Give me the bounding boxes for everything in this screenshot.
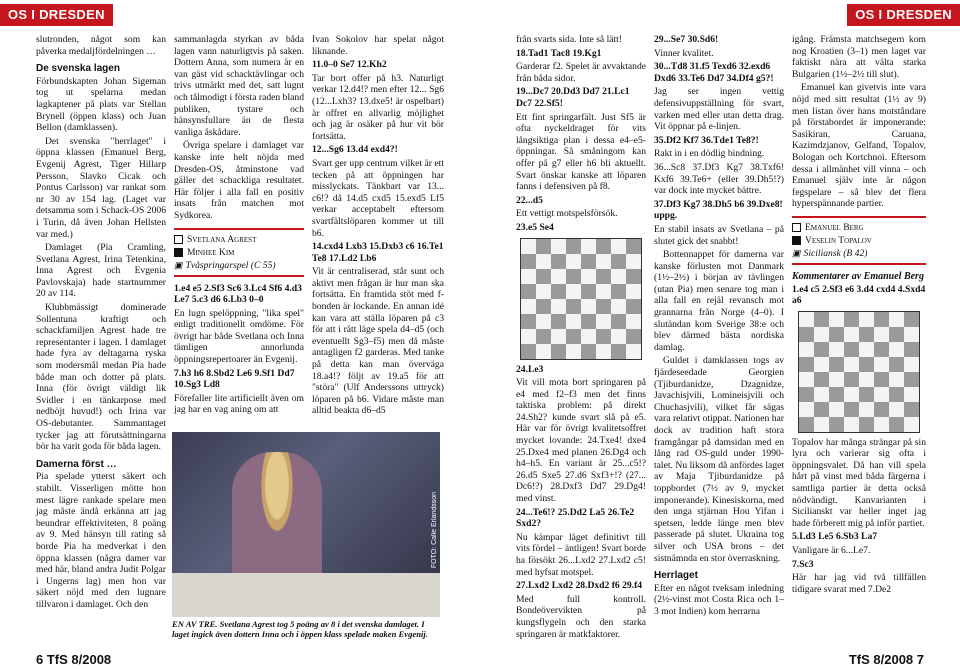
board-square (581, 269, 596, 284)
board-square (889, 327, 904, 342)
board-square (596, 329, 611, 344)
move-list: 5.Ld3 Le5 6.Sb3 La7 (792, 531, 878, 543)
board-square (596, 314, 611, 329)
black-player: Minhee Kim (174, 246, 304, 259)
paragraph: Tar bort offer på h3. Naturligt verkar 12.d4!? men efter 12... Sg6 (12...Lxh3? 13.dxe5! är ospelbart) är offret en allvarlig möjlighet och jag är osäker på hur vit bör fortsätta. (312, 72, 444, 142)
board-square (566, 299, 581, 314)
game-header-box (174, 228, 304, 277)
paragraph: Damlaget (Pia Cramling, Svetlana Agrest, Irina Tetenkina, Inna Agrest och Evgenia Pavlovskaja) hade startnummer 20 av 114. (36, 242, 166, 300)
board-square (904, 417, 919, 432)
paragraph: Svart ger upp centrum vilket är ett tecken på att öppningen har misslyckats. Tänkbart var 13... c6!? då 14.d5 cxd5 15.exd5 Lf5 verkar acceptabelt eftersom svartfältslöparen kommer ut till b6. (312, 157, 444, 239)
paragraph: Förbundskapten Johan Sigeman tog ut spelarna medan lagkaptener på plats var Stellan Brynell (öppen klass) och Juan Bellon (damklassen). (36, 75, 166, 134)
board-square (626, 239, 641, 254)
section-header-right: OS I DRESDEN (847, 4, 960, 26)
board-square (859, 372, 874, 387)
board-square (814, 327, 829, 342)
photo-chess-table (172, 573, 440, 617)
board-square (844, 357, 859, 372)
board-square (814, 357, 829, 372)
board-square (626, 314, 641, 329)
paragraph: Emanuel kan givetvis inte vara nöjd med sitt resultat (1½ av 9) men listan över hans motståndare på förstabordet är imponerande: Sasikiran, Caruana, Kazimdzjanov, Gelfand, Topalov, Bologan och Kortchnoi. Eftersom dessa i allmänhet vill vinna – och Emanuel själv inte är någon fegspelare – så blev det flera hyperspännande partier. (792, 82, 926, 210)
board-square (521, 254, 536, 269)
board-square (829, 387, 844, 402)
board-square (874, 372, 889, 387)
board-square (626, 299, 641, 314)
paragraph: Ett fint springarfält. Just Sf5 är ofta nyckeldraget för vits långsiktiga plan i dessa e4–e5-öppningar. Så småningom kan offer på g7 eller h6 bli aktuellt. Svart önskar kanske att löparen fanns i defensiven på f8. (516, 111, 646, 193)
board-square (536, 344, 551, 359)
board-square (799, 327, 814, 342)
board-square (536, 284, 551, 299)
photo-credit: FOTO: Calle Erlandsson (431, 492, 438, 569)
subheading: Herrlaget (654, 570, 698, 582)
board-square (904, 387, 919, 402)
board-square (814, 417, 829, 432)
paragraph: Vanligare är 6...Le7. (792, 545, 871, 557)
right-column-1 (516, 34, 646, 642)
paragraph: Guldet i damklassen togs av fjärdeseedade Georgien (Tjiburdanidze, Dzagnidze, Javachisjvili, Lomineisjvili och Chuchasjvili), vilket får sägas vara relativt otippat. Nationen har dock av tradition haft stora framgångar på damsidan med en lång rad OS-guld under 1990-talet. Nu liksom då anfördes laget av Maja Tjiburdanidze på toppbordet (7½ av 9, mycket imponerande). Kinesiskorna, med den unga stjärnan Hou Yifan i spetsen, ledde länge men blev passerade på slutet. Ukraina tog silver och USA brons – det sistnämnda en stor överraskning. (654, 355, 785, 564)
move-list: 12...Sg6 13.d4 exd4?! (312, 144, 398, 156)
white-player: Emanuel Berg (792, 221, 926, 234)
left-column-3 (312, 34, 444, 419)
left-column-1 (36, 34, 166, 613)
board-square (904, 402, 919, 417)
board-square (566, 329, 581, 344)
move-list: 24...Te6!? 25.Dd2 La5 26.Te2 Sxd2? (516, 506, 635, 530)
move-list: 24.Le3 (516, 363, 544, 375)
board-square (829, 372, 844, 387)
board-square (521, 344, 536, 359)
move-list: 7.Sc3 (792, 558, 814, 570)
board-square (889, 357, 904, 372)
board-square (874, 402, 889, 417)
board-square (521, 269, 536, 284)
board-square (889, 342, 904, 357)
paragraph: En stabil insats av Svetlana – på slutet gick det snabbt! (654, 223, 784, 247)
paragraph: Förefaller lite artificiellt även om jag har en vag aning om att (174, 392, 304, 416)
board-square (536, 269, 551, 284)
move-list: 23.e5 Se4 (516, 221, 554, 233)
paragraph: Topalov har många strängar på sin lyra och varierar sig ofta i öppningsvalet. Då han vill spela hårt på vinst med båda färgerna i samtliga partier är detta också nödvändigt. Kanvarianten i Sicilianskt var heller inget jag hade förberett mig på inför partiet. (792, 436, 926, 529)
board-square (581, 329, 596, 344)
board-square (611, 329, 626, 344)
board-square (551, 269, 566, 284)
board-square (874, 357, 889, 372)
opening-name: ▣ Tvåspringarspel (C 55) (174, 259, 276, 271)
paragraph: Vit är centraliserad, står sunt och aktivt men frågan är hur man ska fortsätta. En framtida stöt med f-bonden är lockande. En annan idé kan vara att ställa löparen på c3 för att i rätt läge spela d4–d5 (och eventuellt Sg3–f5) men då måste antagligen f2 garderas. Med tanke på detta kan man överväga 18.a4!? följt av 19.a5 för att "störa" (Ulf Anderssons uttryck) löparen på b6. Vidare måste man alltid beakta d6–d5 (312, 266, 444, 417)
move-list: 19...Dc7 20.Dd3 Dd7 21.Lc1 Dc7 22.Sf5! (516, 86, 630, 109)
board-square (611, 239, 626, 254)
chess-diagram (798, 311, 920, 433)
move-list: 27.Lxd2 Lxd2 28.Dxd2 f6 29.f4 (516, 580, 643, 592)
move-list: 35.Df2 Kf7 36.Tde1 Te8?! (654, 134, 759, 146)
board-square (859, 312, 874, 327)
board-square (581, 254, 596, 269)
white-square-icon (792, 223, 801, 232)
board-square (799, 372, 814, 387)
page-footer-left: 6 TfS 8/2008 (36, 652, 112, 667)
board-square (814, 342, 829, 357)
move-list: 37.Df3 Kg7 38.Dh5 b6 39.Dxe8! uppg. (654, 198, 783, 222)
board-square (566, 344, 581, 359)
board-square (814, 372, 829, 387)
page-footer-right: TfS 8/2008 7 (848, 652, 924, 667)
board-square (859, 417, 874, 432)
paragraph: sammanlagda styrkan av båda lagen vann naturligtvis på saken. Dottern Anna, som numera är en van gäst vid schacktävlingar och trivs utmärkt med det, satt lugnt och tålmodigt i första raden bland publiken, tystare och hänsynsfullare än de flesta vanliga åskådare. (174, 34, 304, 138)
board-square (904, 357, 919, 372)
board-square (581, 299, 596, 314)
board-square (596, 254, 611, 269)
board-square (536, 314, 551, 329)
board-square (551, 314, 566, 329)
board-square (626, 329, 641, 344)
board-square (581, 344, 596, 359)
board-square (626, 284, 641, 299)
section-header-left: OS I DRESDEN (0, 4, 113, 26)
board-square (596, 344, 611, 359)
board-square (611, 269, 626, 284)
board-square (611, 299, 626, 314)
board-square (596, 239, 611, 254)
white-square-icon (174, 235, 183, 244)
player-photo (172, 432, 440, 617)
board-square (904, 342, 919, 357)
paragraph: Här har jag vid två tillfällen tidigare svarat med 7.De2 (792, 572, 926, 595)
move-list: 14.cxd4 Lxb3 15.Dxb3 c6 16.Te1 Te8 17.Ld2 Lb6 (312, 241, 444, 264)
move-list: 7.h3 h6 8.Sbd2 Le6 9.Sf1 Dd7 10.Sg3 Ld8 (174, 367, 295, 391)
board-square (596, 284, 611, 299)
black-player: Veselin Topalov (792, 234, 926, 247)
board-square (844, 312, 859, 327)
paragraph: igång. Främsta matchsegern kom nog Kroatien (3–1) men laget var faktiskt nära att välta starka Bulgarien (1½–2½ till slut). (792, 34, 926, 80)
paragraph: Garderar f2. Spelet är avvaktande från båda sidor. (516, 61, 646, 84)
paragraph: Nu kämpar läget definitivt till vits fördel – äntligen! Svart borde ha försökt 26...Lxd2 27.Lxd2 c5! med hyfsat motspel. (516, 531, 646, 578)
board-square (521, 284, 536, 299)
board-square (626, 254, 641, 269)
board-square (611, 344, 626, 359)
board-square (829, 342, 844, 357)
paragraph: Ivan Sokolov har spelat något liknande. (312, 34, 444, 57)
board-square (814, 402, 829, 417)
board-square (844, 417, 859, 432)
board-square (611, 314, 626, 329)
paragraph: Med full kontroll. Bondeövervikten på kungsflygeln och den starka springaren är matkfaktorer. (516, 593, 646, 640)
board-square (844, 402, 859, 417)
right-column-3 (792, 34, 926, 597)
board-square (889, 402, 904, 417)
board-square (844, 387, 859, 402)
commentary-author: Kommentarer av Emanuel Berg (792, 270, 924, 282)
left-page (0, 0, 478, 669)
board-square (596, 299, 611, 314)
move-list: 18.Tad1 Tac8 19.Kg1 (516, 47, 602, 59)
board-square (829, 402, 844, 417)
board-square (814, 312, 829, 327)
paragraph: Rakt in i en dödlig bindning. (654, 148, 765, 160)
board-square (814, 387, 829, 402)
paragraph: Övriga spelare i damlaget var kanske inte helt nöjda med Dresden-OS, åtminstone vad gäller det schackliga resultatet. Här följer i alla fall en positiv insats från matchen mot Sydkorea. (174, 140, 304, 221)
board-square (566, 269, 581, 284)
board-square (859, 387, 874, 402)
board-square (566, 284, 581, 299)
left-column-2 (174, 34, 304, 418)
board-square (521, 299, 536, 314)
paragraph: Pia spelade ytterst säkert och stabilt. Visserligen mötte hon mest lägre rankade spelare men jag måste ändå erkänna att jag beundrar effektiviteten, 8 poäng av 9. Med hänsyn till rating så borde Pia ha medverkat i den öppna klassen (några damer var med här, bland andra Judit Polgar i Ungerns lag) men hon var säkert nöjd med den lugnare tillvaron i damlaget. Och den (36, 471, 166, 610)
board-square (551, 329, 566, 344)
board-square (611, 284, 626, 299)
board-square (799, 312, 814, 327)
board-square (626, 344, 641, 359)
paragraph: 36...Sc8 37.Df3 Kg7 38.Txf6! Kxf6 39.Te6+ (eller 39.Dh5!?) var dock inte mycket bättre. (654, 161, 784, 197)
board-square (844, 342, 859, 357)
board-square (581, 284, 596, 299)
board-square (626, 269, 641, 284)
board-square (889, 417, 904, 432)
board-square (799, 342, 814, 357)
board-square (799, 402, 814, 417)
board-square (829, 327, 844, 342)
board-square (521, 329, 536, 344)
move-list: 1.e4 c5 2.Sf3 e6 3.d4 cxd4 4.Sxd4 a6 (792, 283, 926, 307)
board-square (874, 327, 889, 342)
board-square (859, 342, 874, 357)
paragraph: Ett vettigt motspelsförsök. (516, 208, 618, 220)
board-square (829, 357, 844, 372)
board-square (844, 327, 859, 342)
paragraph: Vit vill mota bort springaren på e4 med f2–f3 men det finns taktiska problem: på direkt 24.Sh2? kunde svart slå på e5. Här var för övrigt kvalitetsoffret mycket lovande: 24.Txe4! dxe4 25.Dxe4 med planen 26.Dg4 och h4–h5. En variant är 25...c5!? 26.d5 Sxe5 27.d6 Sxf3+!? (27... Dc6!?) 28.Dxf3 Dd7 29.Dg4! med vinst. (516, 377, 646, 505)
board-square (536, 299, 551, 314)
game-header-box (792, 216, 926, 265)
board-square (551, 254, 566, 269)
board-square (829, 312, 844, 327)
board-square (874, 312, 889, 327)
board-square (859, 402, 874, 417)
board-square (904, 327, 919, 342)
board-square (874, 342, 889, 357)
paragraph: Bottennappet för damerna var kanske förlusten mot Danmark (1½–2½) i början av tävlingen (utan Pia) men senare tog man i alla fall en rejäl revansch mot grannarna från Norge (4–0). I slutändan kom Sverige 38:e och blev därmed bästa nordiska damlag. (654, 249, 784, 353)
board-square (799, 387, 814, 402)
move-list: 29...Se7 30.Sd6! (654, 34, 719, 45)
board-square (551, 284, 566, 299)
white-player: Svetlana Agrest (174, 233, 304, 246)
move-list: 30...Td8 31.f5 Texd6 32.exd6 Dxd6 33.Te6 Dd7 34.Df4 g5?! (654, 61, 774, 84)
board-square (521, 239, 536, 254)
board-square (799, 417, 814, 432)
board-square (581, 239, 596, 254)
paragraph: från svarts sida. Inte så lätt! (516, 34, 623, 45)
move-list: 1.e4 e5 2.Sf3 Sc6 3.Lc4 Sf6 4.d3 Le7 5.c3 d6 6.Lb3 0–0 (174, 282, 302, 306)
board-square (889, 387, 904, 402)
right-page (482, 0, 960, 669)
chess-diagram (520, 238, 642, 360)
paragraph: Det svenska "herrlaget" i öppna klassen (Emanuel Berg, Evgenij Agrest, Tiger Hillarp Persson, Slavko Cicak och Pontus Carlsson) var rankat som nr 30 av 154 lag. (Laget var detsamma som i Schack-OS 2006 i Turin, då även Johan Hellsten var med.) (36, 135, 166, 240)
board-square (551, 239, 566, 254)
paragraph: Klubbmässigt dominerade Sollentuna kraftigt och schackfamiljen Agrest hade tre representanter i lagen. I damlaget hade fyra av deltagarna ryska som modersmål medan Pia hade både man och dotter på plats. Inna (för övrigt väldigt lik Svidler i en tänkarpose med nedböjt huvud!) och Irina var OS-debutanter. Sammantaget tycker jag att förutsättningarna bör ha varit goda för båda lagen. (36, 302, 166, 453)
board-square (904, 312, 919, 327)
board-square (521, 314, 536, 329)
opening-name: ▣ Siciliansk (B 42) (792, 247, 868, 259)
board-square (551, 344, 566, 359)
board-square (566, 254, 581, 269)
board-square (844, 372, 859, 387)
black-square-icon (174, 248, 183, 257)
paragraph: Jag ser ingen vettig defensivuppställning för svart, varken med eller utan detta drag. Vit öppnar på e-linjen. (654, 86, 784, 133)
subheading: Damerna först … (36, 458, 117, 470)
board-square (874, 387, 889, 402)
board-square (889, 372, 904, 387)
board-square (536, 329, 551, 344)
board-square (904, 372, 919, 387)
board-square (536, 239, 551, 254)
board-square (611, 254, 626, 269)
board-square (829, 417, 844, 432)
move-list: 11.0–0 Se7 12.Kh2 (312, 59, 387, 71)
board-square (799, 357, 814, 372)
book-icon: ▣ (792, 247, 801, 258)
board-square (581, 314, 596, 329)
board-square (889, 312, 904, 327)
board-square (566, 239, 581, 254)
paragraph: Efter en något tveksam inledning (2½-vinst mot Costa Rica och 1–3 mot Indien) kom herrarna (654, 582, 784, 617)
board-square (551, 299, 566, 314)
board-square (566, 314, 581, 329)
paragraph: Vinner kvalitet. (654, 47, 714, 59)
board-square (596, 269, 611, 284)
subheading: De svenska lagen (36, 63, 120, 75)
paragraph: slutronden, något som kan påverka medaljfördelningen … (36, 34, 166, 57)
board-square (536, 254, 551, 269)
book-icon: ▣ (174, 259, 183, 270)
photo-caption: EN AV TRE. Svetlana Agrest tog 5 poäng av 8 i det svenska damlaget. I laget ingick även dottern Inna och i öppen klass spelade maken Evgenij. (172, 619, 428, 639)
board-square (859, 357, 874, 372)
paragraph: En lugn spelöppning, "lika spel" enligt traditionellt omdöme. För övrigt har både Svetlana och Inna tämligen annorlunda öppningsrepertoarer än Evgenij. (174, 307, 304, 366)
black-square-icon (792, 236, 801, 245)
board-square (874, 417, 889, 432)
board-square (859, 327, 874, 342)
move-list: 22...d5 (516, 194, 543, 206)
right-column-2 (654, 34, 784, 620)
